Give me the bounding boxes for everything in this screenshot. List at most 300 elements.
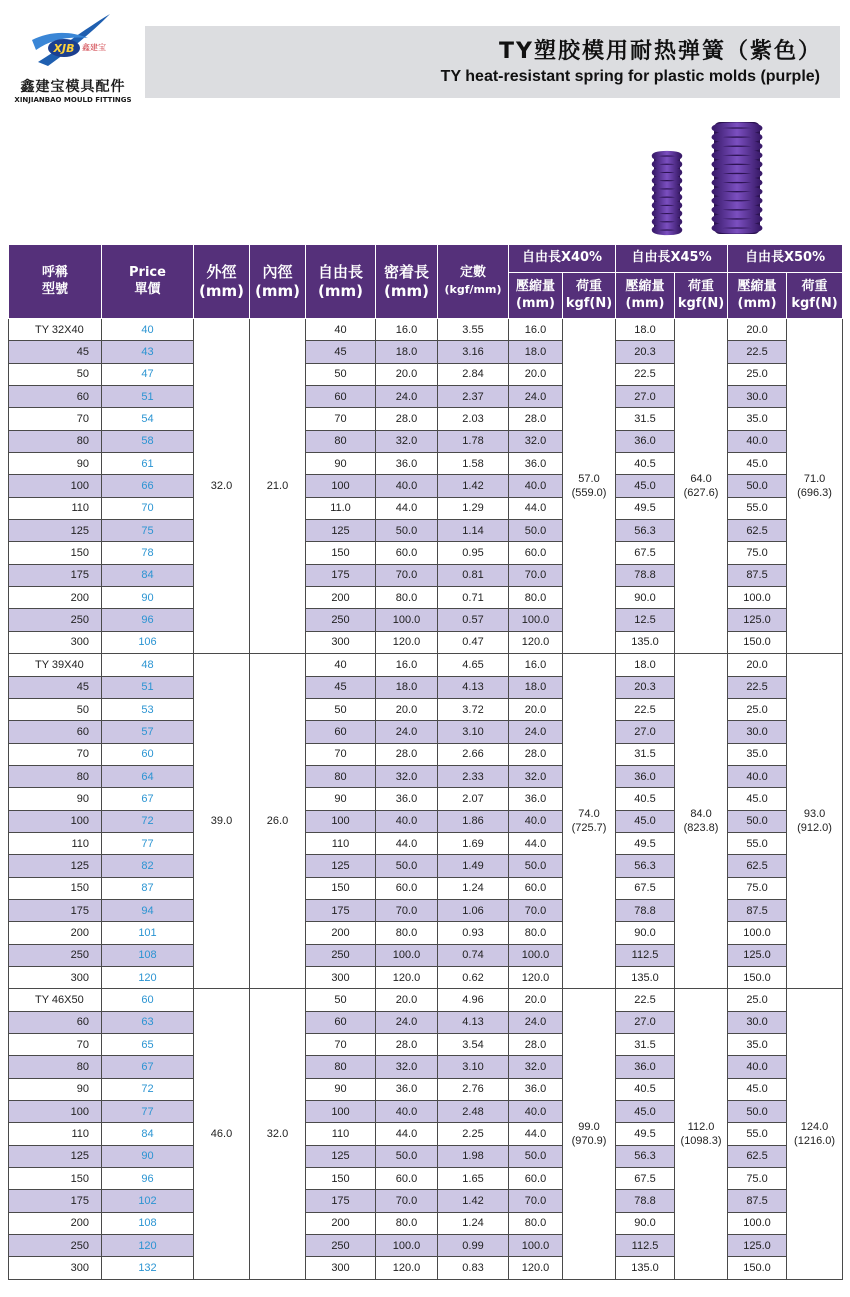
free-length-cell: 125 — [306, 855, 376, 877]
model-cell: 80 — [9, 1056, 102, 1078]
compression-50-cell: 125.0 — [728, 609, 787, 631]
free-length-cell: 80 — [306, 430, 376, 452]
solid-length-cell: 20.0 — [376, 989, 438, 1011]
compression-40-cell: 70.0 — [509, 564, 563, 586]
solid-length-cell: 80.0 — [376, 587, 438, 609]
spring-rate-cell: 4.96 — [438, 989, 509, 1011]
free-length-cell: 50 — [306, 989, 376, 1011]
spring-rate-cell: 0.99 — [438, 1235, 509, 1257]
compression-45-cell: 90.0 — [616, 587, 675, 609]
compression-40-cell: 28.0 — [509, 743, 563, 765]
spring-rate-cell: 0.74 — [438, 944, 509, 966]
solid-length-cell: 60.0 — [376, 1168, 438, 1190]
compression-50-cell: 62.5 — [728, 520, 787, 542]
load-40-cell: 57.0 (559.0) — [563, 319, 616, 654]
compression-50-cell: 45.0 — [728, 788, 787, 810]
compression-40-cell: 24.0 — [509, 386, 563, 408]
free-length-cell: 300 — [306, 966, 376, 988]
price-cell: 108 — [102, 1212, 194, 1234]
compression-40-cell: 16.0 — [509, 654, 563, 676]
compression-45-cell: 135.0 — [616, 631, 675, 653]
compression-40-cell: 44.0 — [509, 832, 563, 854]
compression-45-cell: 27.0 — [616, 721, 675, 743]
model-cell: 90 — [9, 453, 102, 475]
spring-rate-cell: 1.06 — [438, 899, 509, 921]
free-length-cell: 175 — [306, 899, 376, 921]
free-length-cell: 300 — [306, 1257, 376, 1279]
outer-diameter-cell: 46.0 — [194, 989, 250, 1279]
model-cell: TY 39X40 — [9, 654, 102, 676]
load-50-cell: 93.0 (912.0) — [787, 654, 843, 989]
free-length-cell: 175 — [306, 564, 376, 586]
compression-40-cell: 50.0 — [509, 855, 563, 877]
free-length-cell: 80 — [306, 1056, 376, 1078]
model-cell: 100 — [9, 1101, 102, 1123]
price-cell: 51 — [102, 386, 194, 408]
free-length-cell: 250 — [306, 944, 376, 966]
inner-diameter-cell: 26.0 — [250, 654, 306, 989]
spring-rate-cell: 1.42 — [438, 475, 509, 497]
compression-40-cell: 70.0 — [509, 899, 563, 921]
page-title-en: TY heat-resistant spring for plastic molds (purple) — [440, 68, 820, 85]
solid-length-cell: 100.0 — [376, 1235, 438, 1257]
price-cell: 63 — [102, 1011, 194, 1033]
spring-rate-cell: 2.25 — [438, 1123, 509, 1145]
solid-length-cell: 16.0 — [376, 654, 438, 676]
free-length-cell: 100 — [306, 810, 376, 832]
compression-45-cell: 18.0 — [616, 319, 675, 341]
price-cell: 66 — [102, 475, 194, 497]
compression-45-cell: 112.5 — [616, 1235, 675, 1257]
spring-rate-cell: 3.10 — [438, 1056, 509, 1078]
spring-rate-cell: 0.71 — [438, 587, 509, 609]
price-cell: 72 — [102, 810, 194, 832]
model-cell: 100 — [9, 475, 102, 497]
price-cell: 101 — [102, 922, 194, 944]
header-model: 呼稱 型號 — [9, 245, 102, 319]
spring-rate-cell: 1.78 — [438, 430, 509, 452]
price-cell: 61 — [102, 453, 194, 475]
free-length-cell: 60 — [306, 721, 376, 743]
free-length-cell: 70 — [306, 408, 376, 430]
spring-rate-cell: 1.86 — [438, 810, 509, 832]
compression-40-cell: 50.0 — [509, 1145, 563, 1167]
compression-50-cell: 75.0 — [728, 1168, 787, 1190]
outer-diameter-cell: 32.0 — [194, 319, 250, 654]
compression-50-cell: 75.0 — [728, 877, 787, 899]
solid-length-cell: 28.0 — [376, 1034, 438, 1056]
compression-40-cell: 120.0 — [509, 966, 563, 988]
load-45-cell: 112.0 (1098.3) — [675, 989, 728, 1279]
load-45-cell: 84.0 (823.8) — [675, 654, 728, 989]
compression-45-cell: 56.3 — [616, 855, 675, 877]
compression-45-cell: 78.8 — [616, 899, 675, 921]
load-50-cell: 71.0 (696.3) — [787, 319, 843, 654]
compression-50-cell: 40.0 — [728, 430, 787, 452]
solid-length-cell: 40.0 — [376, 810, 438, 832]
spring-rate-cell: 0.81 — [438, 564, 509, 586]
compression-45-cell: 31.5 — [616, 1034, 675, 1056]
compression-45-cell: 112.5 — [616, 944, 675, 966]
compression-40-cell: 40.0 — [509, 810, 563, 832]
price-cell: 72 — [102, 1078, 194, 1100]
spring-rate-cell: 0.83 — [438, 1257, 509, 1279]
compression-40-cell: 120.0 — [509, 1257, 563, 1279]
brand-name-cn: 鑫建宝模具配件 — [20, 79, 126, 95]
solid-length-cell: 80.0 — [376, 1212, 438, 1234]
header-price: Price 單價 — [102, 245, 194, 319]
price-cell: 65 — [102, 1034, 194, 1056]
xjb-emblem — [28, 10, 118, 74]
header-group-50: 自由長X50% — [728, 245, 843, 273]
table-row — [9, 319, 843, 341]
price-cell: 90 — [102, 1145, 194, 1167]
compression-45-cell: 20.3 — [616, 676, 675, 698]
compression-40-cell: 36.0 — [509, 453, 563, 475]
spring-rate-cell: 0.62 — [438, 966, 509, 988]
compression-45-cell: 135.0 — [616, 1257, 675, 1279]
compression-45-cell: 27.0 — [616, 386, 675, 408]
free-length-cell: 90 — [306, 788, 376, 810]
free-length-cell: 300 — [306, 631, 376, 653]
compression-50-cell: 35.0 — [728, 1034, 787, 1056]
model-cell: 250 — [9, 944, 102, 966]
solid-length-cell: 50.0 — [376, 855, 438, 877]
header-compression-50: 壓縮量 (mm) — [728, 273, 787, 319]
solid-length-cell: 36.0 — [376, 788, 438, 810]
solid-length-cell: 40.0 — [376, 1101, 438, 1123]
model-cell: 250 — [9, 1235, 102, 1257]
spring-rate-cell: 4.13 — [438, 676, 509, 698]
compression-45-cell: 36.0 — [616, 765, 675, 787]
free-length-cell: 125 — [306, 520, 376, 542]
compression-40-cell: 18.0 — [509, 341, 563, 363]
spring-rate-cell: 2.84 — [438, 363, 509, 385]
price-cell: 51 — [102, 676, 194, 698]
compression-45-cell: 49.5 — [616, 1123, 675, 1145]
model-cell: 60 — [9, 721, 102, 743]
compression-50-cell: 125.0 — [728, 944, 787, 966]
spring-rate-cell: 1.42 — [438, 1190, 509, 1212]
compression-40-cell: 120.0 — [509, 631, 563, 653]
spring-rate-cell: 2.37 — [438, 386, 509, 408]
spring-rate-cell: 0.57 — [438, 609, 509, 631]
compression-50-cell: 100.0 — [728, 1212, 787, 1234]
model-cell: 50 — [9, 363, 102, 385]
solid-length-cell: 28.0 — [376, 743, 438, 765]
compression-45-cell: 18.0 — [616, 654, 675, 676]
solid-length-cell: 18.0 — [376, 341, 438, 363]
page-title-cn: TY塑胶模用耐热弹簧（紫色） — [499, 39, 822, 64]
price-cell: 48 — [102, 654, 194, 676]
price-cell: 87 — [102, 877, 194, 899]
spring-rate-cell: 2.66 — [438, 743, 509, 765]
solid-length-cell: 24.0 — [376, 386, 438, 408]
free-length-cell: 45 — [306, 341, 376, 363]
spring-rate-cell: 1.24 — [438, 1212, 509, 1234]
price-cell: 102 — [102, 1190, 194, 1212]
compression-50-cell: 100.0 — [728, 587, 787, 609]
model-cell: 80 — [9, 430, 102, 452]
free-length-cell: 40 — [306, 654, 376, 676]
compression-45-cell: 56.3 — [616, 1145, 675, 1167]
compression-50-cell: 30.0 — [728, 721, 787, 743]
compression-45-cell: 12.5 — [616, 609, 675, 631]
model-cell: 125 — [9, 1145, 102, 1167]
compression-40-cell: 20.0 — [509, 989, 563, 1011]
table-row — [9, 989, 843, 1011]
compression-50-cell: 62.5 — [728, 1145, 787, 1167]
header-load-45: 荷重 kgf(N) — [675, 273, 728, 319]
price-cell: 75 — [102, 520, 194, 542]
free-length-cell: 175 — [306, 1190, 376, 1212]
compression-45-cell: 45.0 — [616, 475, 675, 497]
compression-50-cell: 55.0 — [728, 497, 787, 519]
solid-length-cell: 100.0 — [376, 609, 438, 631]
price-cell: 67 — [102, 788, 194, 810]
solid-length-cell: 70.0 — [376, 1190, 438, 1212]
header-load-50: 荷重 kgf(N) — [787, 273, 843, 319]
price-cell: 108 — [102, 944, 194, 966]
compression-40-cell: 100.0 — [509, 609, 563, 631]
header-load-40: 荷重 kgf(N) — [563, 273, 616, 319]
model-cell: 80 — [9, 765, 102, 787]
spring-rate-cell: 2.76 — [438, 1078, 509, 1100]
free-length-cell: 100 — [306, 475, 376, 497]
solid-length-cell: 24.0 — [376, 721, 438, 743]
free-length-cell: 200 — [306, 587, 376, 609]
free-length-cell: 125 — [306, 1145, 376, 1167]
model-cell: 45 — [9, 341, 102, 363]
compression-40-cell: 20.0 — [509, 698, 563, 720]
spring-rate-cell: 2.07 — [438, 788, 509, 810]
spring-rate-cell: 4.13 — [438, 1011, 509, 1033]
compression-45-cell: 67.5 — [616, 1168, 675, 1190]
price-cell: 53 — [102, 698, 194, 720]
spring-spec-table — [8, 244, 843, 1280]
model-cell: 110 — [9, 1123, 102, 1145]
compression-40-cell: 80.0 — [509, 587, 563, 609]
price-cell: 64 — [102, 765, 194, 787]
compression-40-cell: 32.0 — [509, 1056, 563, 1078]
compression-50-cell: 25.0 — [728, 363, 787, 385]
compression-45-cell: 90.0 — [616, 1212, 675, 1234]
price-cell: 78 — [102, 542, 194, 564]
spring-rate-cell: 2.48 — [438, 1101, 509, 1123]
solid-length-cell: 50.0 — [376, 1145, 438, 1167]
compression-40-cell: 100.0 — [509, 1235, 563, 1257]
compression-50-cell: 150.0 — [728, 966, 787, 988]
spring-rate-cell: 1.65 — [438, 1168, 509, 1190]
header-compression-40: 壓縮量 (mm) — [509, 273, 563, 319]
model-cell: 175 — [9, 899, 102, 921]
spring-rate-cell: 2.03 — [438, 408, 509, 430]
price-cell: 96 — [102, 1168, 194, 1190]
free-length-cell: 70 — [306, 1034, 376, 1056]
compression-45-cell: 40.5 — [616, 1078, 675, 1100]
compression-45-cell: 22.5 — [616, 989, 675, 1011]
price-cell: 40 — [102, 319, 194, 341]
price-cell: 90 — [102, 587, 194, 609]
price-cell: 60 — [102, 743, 194, 765]
free-length-cell: 45 — [306, 676, 376, 698]
compression-40-cell: 32.0 — [509, 430, 563, 452]
header-outer-diameter: 外徑 (mm) — [194, 245, 250, 319]
model-cell: 175 — [9, 564, 102, 586]
compression-45-cell: 78.8 — [616, 1190, 675, 1212]
inner-diameter-cell: 21.0 — [250, 319, 306, 654]
solid-length-cell: 60.0 — [376, 877, 438, 899]
free-length-cell: 70 — [306, 743, 376, 765]
free-length-cell: 90 — [306, 1078, 376, 1100]
model-cell: 90 — [9, 788, 102, 810]
free-length-cell: 11.0 — [306, 497, 376, 519]
solid-length-cell: 20.0 — [376, 698, 438, 720]
compression-40-cell: 40.0 — [509, 1101, 563, 1123]
price-cell: 106 — [102, 631, 194, 653]
compression-50-cell: 87.5 — [728, 564, 787, 586]
solid-length-cell: 120.0 — [376, 1257, 438, 1279]
model-cell: 125 — [9, 855, 102, 877]
solid-length-cell: 120.0 — [376, 966, 438, 988]
solid-length-cell: 80.0 — [376, 922, 438, 944]
compression-45-cell: 36.0 — [616, 430, 675, 452]
compression-50-cell: 22.5 — [728, 676, 787, 698]
compression-45-cell: 56.3 — [616, 520, 675, 542]
compression-40-cell: 60.0 — [509, 877, 563, 899]
spring-rate-cell: 1.98 — [438, 1145, 509, 1167]
price-cell: 60 — [102, 989, 194, 1011]
compression-50-cell: 50.0 — [728, 810, 787, 832]
load-45-cell: 64.0 (627.6) — [675, 319, 728, 654]
price-cell: 120 — [102, 966, 194, 988]
compression-45-cell: 40.5 — [616, 788, 675, 810]
spring-rate-cell: 4.65 — [438, 654, 509, 676]
compression-50-cell: 40.0 — [728, 1056, 787, 1078]
spring-rate-cell: 3.72 — [438, 698, 509, 720]
spring-rate-cell: 0.47 — [438, 631, 509, 653]
compression-45-cell: 49.5 — [616, 497, 675, 519]
free-length-cell: 110 — [306, 1123, 376, 1145]
header-inner-diameter: 內徑 (mm) — [250, 245, 306, 319]
spring-rate-cell: 1.49 — [438, 855, 509, 877]
price-cell: 57 — [102, 721, 194, 743]
model-cell: 100 — [9, 810, 102, 832]
header-free-length: 自由長 (mm) — [306, 245, 376, 319]
model-cell: 110 — [9, 832, 102, 854]
free-length-cell: 100 — [306, 1101, 376, 1123]
free-length-cell: 250 — [306, 609, 376, 631]
compression-40-cell: 44.0 — [509, 1123, 563, 1145]
solid-length-cell: 70.0 — [376, 564, 438, 586]
price-cell: 47 — [102, 363, 194, 385]
compression-50-cell: 55.0 — [728, 1123, 787, 1145]
spring-rate-cell: 2.33 — [438, 765, 509, 787]
compression-40-cell: 100.0 — [509, 944, 563, 966]
free-length-cell: 200 — [306, 922, 376, 944]
spring-rate-cell: 1.24 — [438, 877, 509, 899]
model-cell: 70 — [9, 1034, 102, 1056]
compression-50-cell: 87.5 — [728, 1190, 787, 1212]
compression-50-cell: 20.0 — [728, 654, 787, 676]
compression-50-cell: 87.5 — [728, 899, 787, 921]
model-cell: 50 — [9, 698, 102, 720]
price-cell: 70 — [102, 497, 194, 519]
compression-40-cell: 36.0 — [509, 1078, 563, 1100]
load-50-cell: 124.0 (1216.0) — [787, 989, 843, 1279]
price-cell: 84 — [102, 564, 194, 586]
free-length-cell: 110 — [306, 832, 376, 854]
brand-name-en: XINJIANBAO MOULD FITTINGS — [14, 96, 132, 104]
model-cell: 70 — [9, 743, 102, 765]
solid-length-cell: 44.0 — [376, 497, 438, 519]
compression-45-cell: 36.0 — [616, 1056, 675, 1078]
compression-50-cell: 25.0 — [728, 989, 787, 1011]
compression-50-cell: 25.0 — [728, 698, 787, 720]
header-solid-length: 密着長 (mm) — [376, 245, 438, 319]
spring-rate-cell: 3.54 — [438, 1034, 509, 1056]
model-cell: 110 — [9, 497, 102, 519]
price-cell: 94 — [102, 899, 194, 921]
free-length-cell: 150 — [306, 1168, 376, 1190]
spring-rate-cell: 1.29 — [438, 497, 509, 519]
compression-50-cell: 40.0 — [728, 765, 787, 787]
compression-45-cell: 22.5 — [616, 363, 675, 385]
load-40-cell: 74.0 (725.7) — [563, 654, 616, 989]
compression-40-cell: 18.0 — [509, 676, 563, 698]
solid-length-cell: 36.0 — [376, 1078, 438, 1100]
free-length-cell: 50 — [306, 363, 376, 385]
solid-length-cell: 44.0 — [376, 1123, 438, 1145]
compression-45-cell: 22.5 — [616, 698, 675, 720]
compression-50-cell: 75.0 — [728, 542, 787, 564]
model-cell: 200 — [9, 1212, 102, 1234]
model-cell: 150 — [9, 1168, 102, 1190]
model-cell: 175 — [9, 1190, 102, 1212]
compression-40-cell: 20.0 — [509, 363, 563, 385]
free-length-cell: 150 — [306, 542, 376, 564]
solid-length-cell: 28.0 — [376, 408, 438, 430]
price-cell: 120 — [102, 1235, 194, 1257]
compression-50-cell: 20.0 — [728, 319, 787, 341]
solid-length-cell: 32.0 — [376, 430, 438, 452]
model-cell: 150 — [9, 542, 102, 564]
price-cell: 96 — [102, 609, 194, 631]
compression-45-cell: 31.5 — [616, 743, 675, 765]
compression-50-cell: 50.0 — [728, 475, 787, 497]
price-cell: 43 — [102, 341, 194, 363]
compression-50-cell: 22.5 — [728, 341, 787, 363]
model-cell: 60 — [9, 1011, 102, 1033]
model-cell: 150 — [9, 877, 102, 899]
spring-rate-cell: 1.69 — [438, 832, 509, 854]
free-length-cell: 60 — [306, 386, 376, 408]
compression-50-cell: 150.0 — [728, 1257, 787, 1279]
compression-50-cell: 150.0 — [728, 631, 787, 653]
compression-40-cell: 50.0 — [509, 520, 563, 542]
compression-40-cell: 80.0 — [509, 922, 563, 944]
solid-length-cell: 16.0 — [376, 319, 438, 341]
inner-diameter-cell: 32.0 — [250, 989, 306, 1279]
spring-rate-cell: 1.58 — [438, 453, 509, 475]
free-length-cell: 250 — [306, 1235, 376, 1257]
spring-rate-cell: 0.95 — [438, 542, 509, 564]
solid-length-cell: 60.0 — [376, 542, 438, 564]
price-cell: 132 — [102, 1257, 194, 1279]
compression-50-cell: 35.0 — [728, 408, 787, 430]
header-group-40: 自由長X40% — [509, 245, 616, 273]
compression-40-cell: 24.0 — [509, 721, 563, 743]
